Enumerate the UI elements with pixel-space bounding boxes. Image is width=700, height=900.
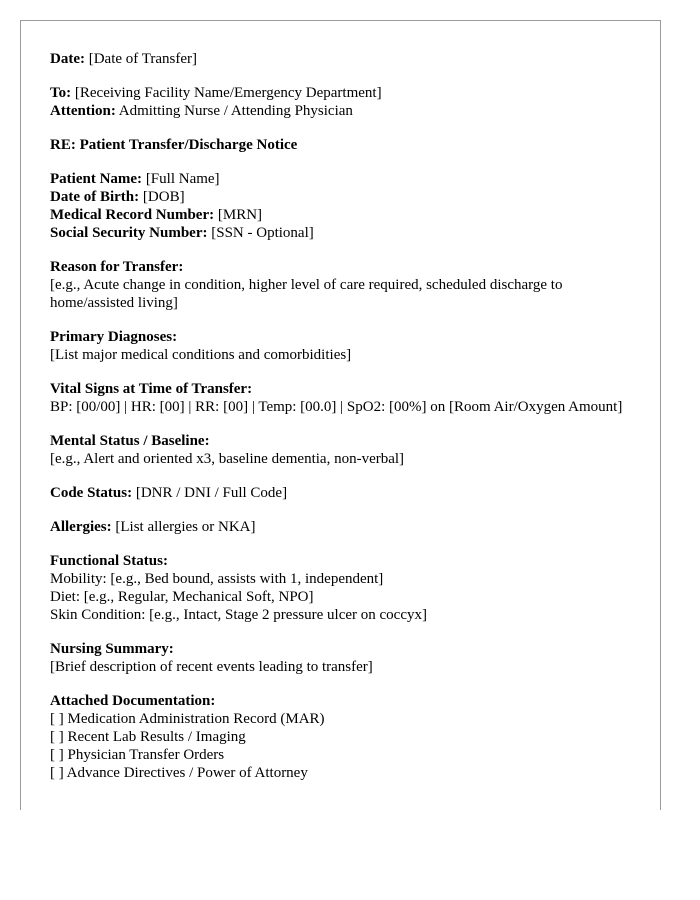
- vitals-text: BP: [00/00] | HR: [00] | RR: [00] | Temp: [00.0] | SpO2: [00%] on [Room Air/Oxygen Amount]: [50, 399, 623, 415]
- checklist-item: [ ] Physician Transfer Orders: [50, 747, 225, 763]
- patient-name-value: [Full Name]: [142, 171, 220, 187]
- ssn-value: [SSN - Optional]: [207, 225, 314, 241]
- nursing-summary-heading: Nursing Summary:: [50, 641, 174, 657]
- checklist-item: [ ] Advance Directives / Power of Attorney: [50, 765, 308, 781]
- diagnoses-heading: Primary Diagnoses:: [50, 329, 178, 345]
- subject-text: RE: Patient Transfer/Discharge Notice: [50, 137, 298, 153]
- dob-line: [50, 188, 630, 206]
- vitals-heading: Vital Signs at Time of Transfer:: [50, 381, 253, 397]
- checklist-item: [ ] Medication Administration Record (MAR): [50, 711, 325, 727]
- ssn-line: [50, 224, 630, 242]
- mrn-line: [50, 206, 630, 224]
- mental-status-heading: Mental Status / Baseline:: [50, 433, 210, 449]
- functional-status-section: [50, 552, 630, 624]
- mental-status-section: [50, 432, 630, 468]
- mobility-line: Mobility: [e.g., Bed bound, assists with 1, independent]: [50, 571, 384, 587]
- code-status-value: [DNR / DNI / Full Code]: [132, 485, 288, 501]
- mental-status-text: [e.g., Alert and oriented x3, baseline dementia, non-verbal]: [50, 451, 405, 467]
- functional-status-heading: Functional Status:: [50, 553, 168, 569]
- ssn-label: Social Security Number:: [50, 225, 208, 241]
- reason-section: [50, 258, 630, 312]
- diagnoses-section: [50, 328, 630, 364]
- attached-documentation-section: [50, 692, 630, 782]
- patient-name-label: Patient Name:: [50, 171, 143, 187]
- vitals-section: [50, 380, 630, 416]
- date-value: [Date of Transfer]: [84, 51, 198, 67]
- mrn-label: Medical Record Number:: [50, 207, 215, 223]
- date-line: [50, 50, 630, 68]
- nursing-summary-text: [Brief description of recent events leading to transfer]: [50, 659, 373, 675]
- date-label: Date:: [50, 51, 85, 67]
- attention-value: Admitting Nurse / Attending Physician: [115, 103, 353, 119]
- diet-line: Diet: [e.g., Regular, Mechanical Soft, NPO]: [50, 589, 314, 605]
- dob-value: [DOB]: [139, 189, 185, 205]
- letter-body: [50, 50, 630, 798]
- code-status-line: [50, 484, 630, 502]
- to-value: [Receiving Facility Name/Emergency Department]: [71, 85, 382, 101]
- allergies-line: [50, 518, 630, 536]
- reason-heading: Reason for Transfer:: [50, 259, 184, 275]
- skin-condition-line: Skin Condition: [e.g., Intact, Stage 2 pressure ulcer on coccyx]: [50, 607, 427, 623]
- attention-label: Attention:: [50, 103, 116, 119]
- reason-text: [e.g., Acute change in condition, higher level of care required, scheduled discharge to home/assisted living]: [50, 277, 563, 311]
- document-page: [20, 20, 661, 810]
- allergies-label: Allergies:: [50, 519, 112, 535]
- nursing-summary-section: [50, 640, 630, 676]
- diagnoses-text: [List major medical conditions and comorbidities]: [50, 347, 352, 363]
- code-status-label: Code Status:: [50, 485, 133, 501]
- attention-line: [50, 102, 630, 120]
- to-line: [50, 84, 630, 102]
- allergies-value: [List allergies or NKA]: [111, 519, 256, 535]
- to-label: To:: [50, 85, 72, 101]
- patient-name-line: [50, 170, 630, 188]
- patient-info-block: [50, 170, 630, 242]
- dob-label: Date of Birth:: [50, 189, 140, 205]
- attached-documentation-heading: Attached Documentation:: [50, 693, 216, 709]
- addressee-block: [50, 84, 630, 120]
- mrn-value: [MRN]: [214, 207, 263, 223]
- subject-line: [50, 136, 630, 154]
- checklist-item: [ ] Recent Lab Results / Imaging: [50, 729, 246, 745]
